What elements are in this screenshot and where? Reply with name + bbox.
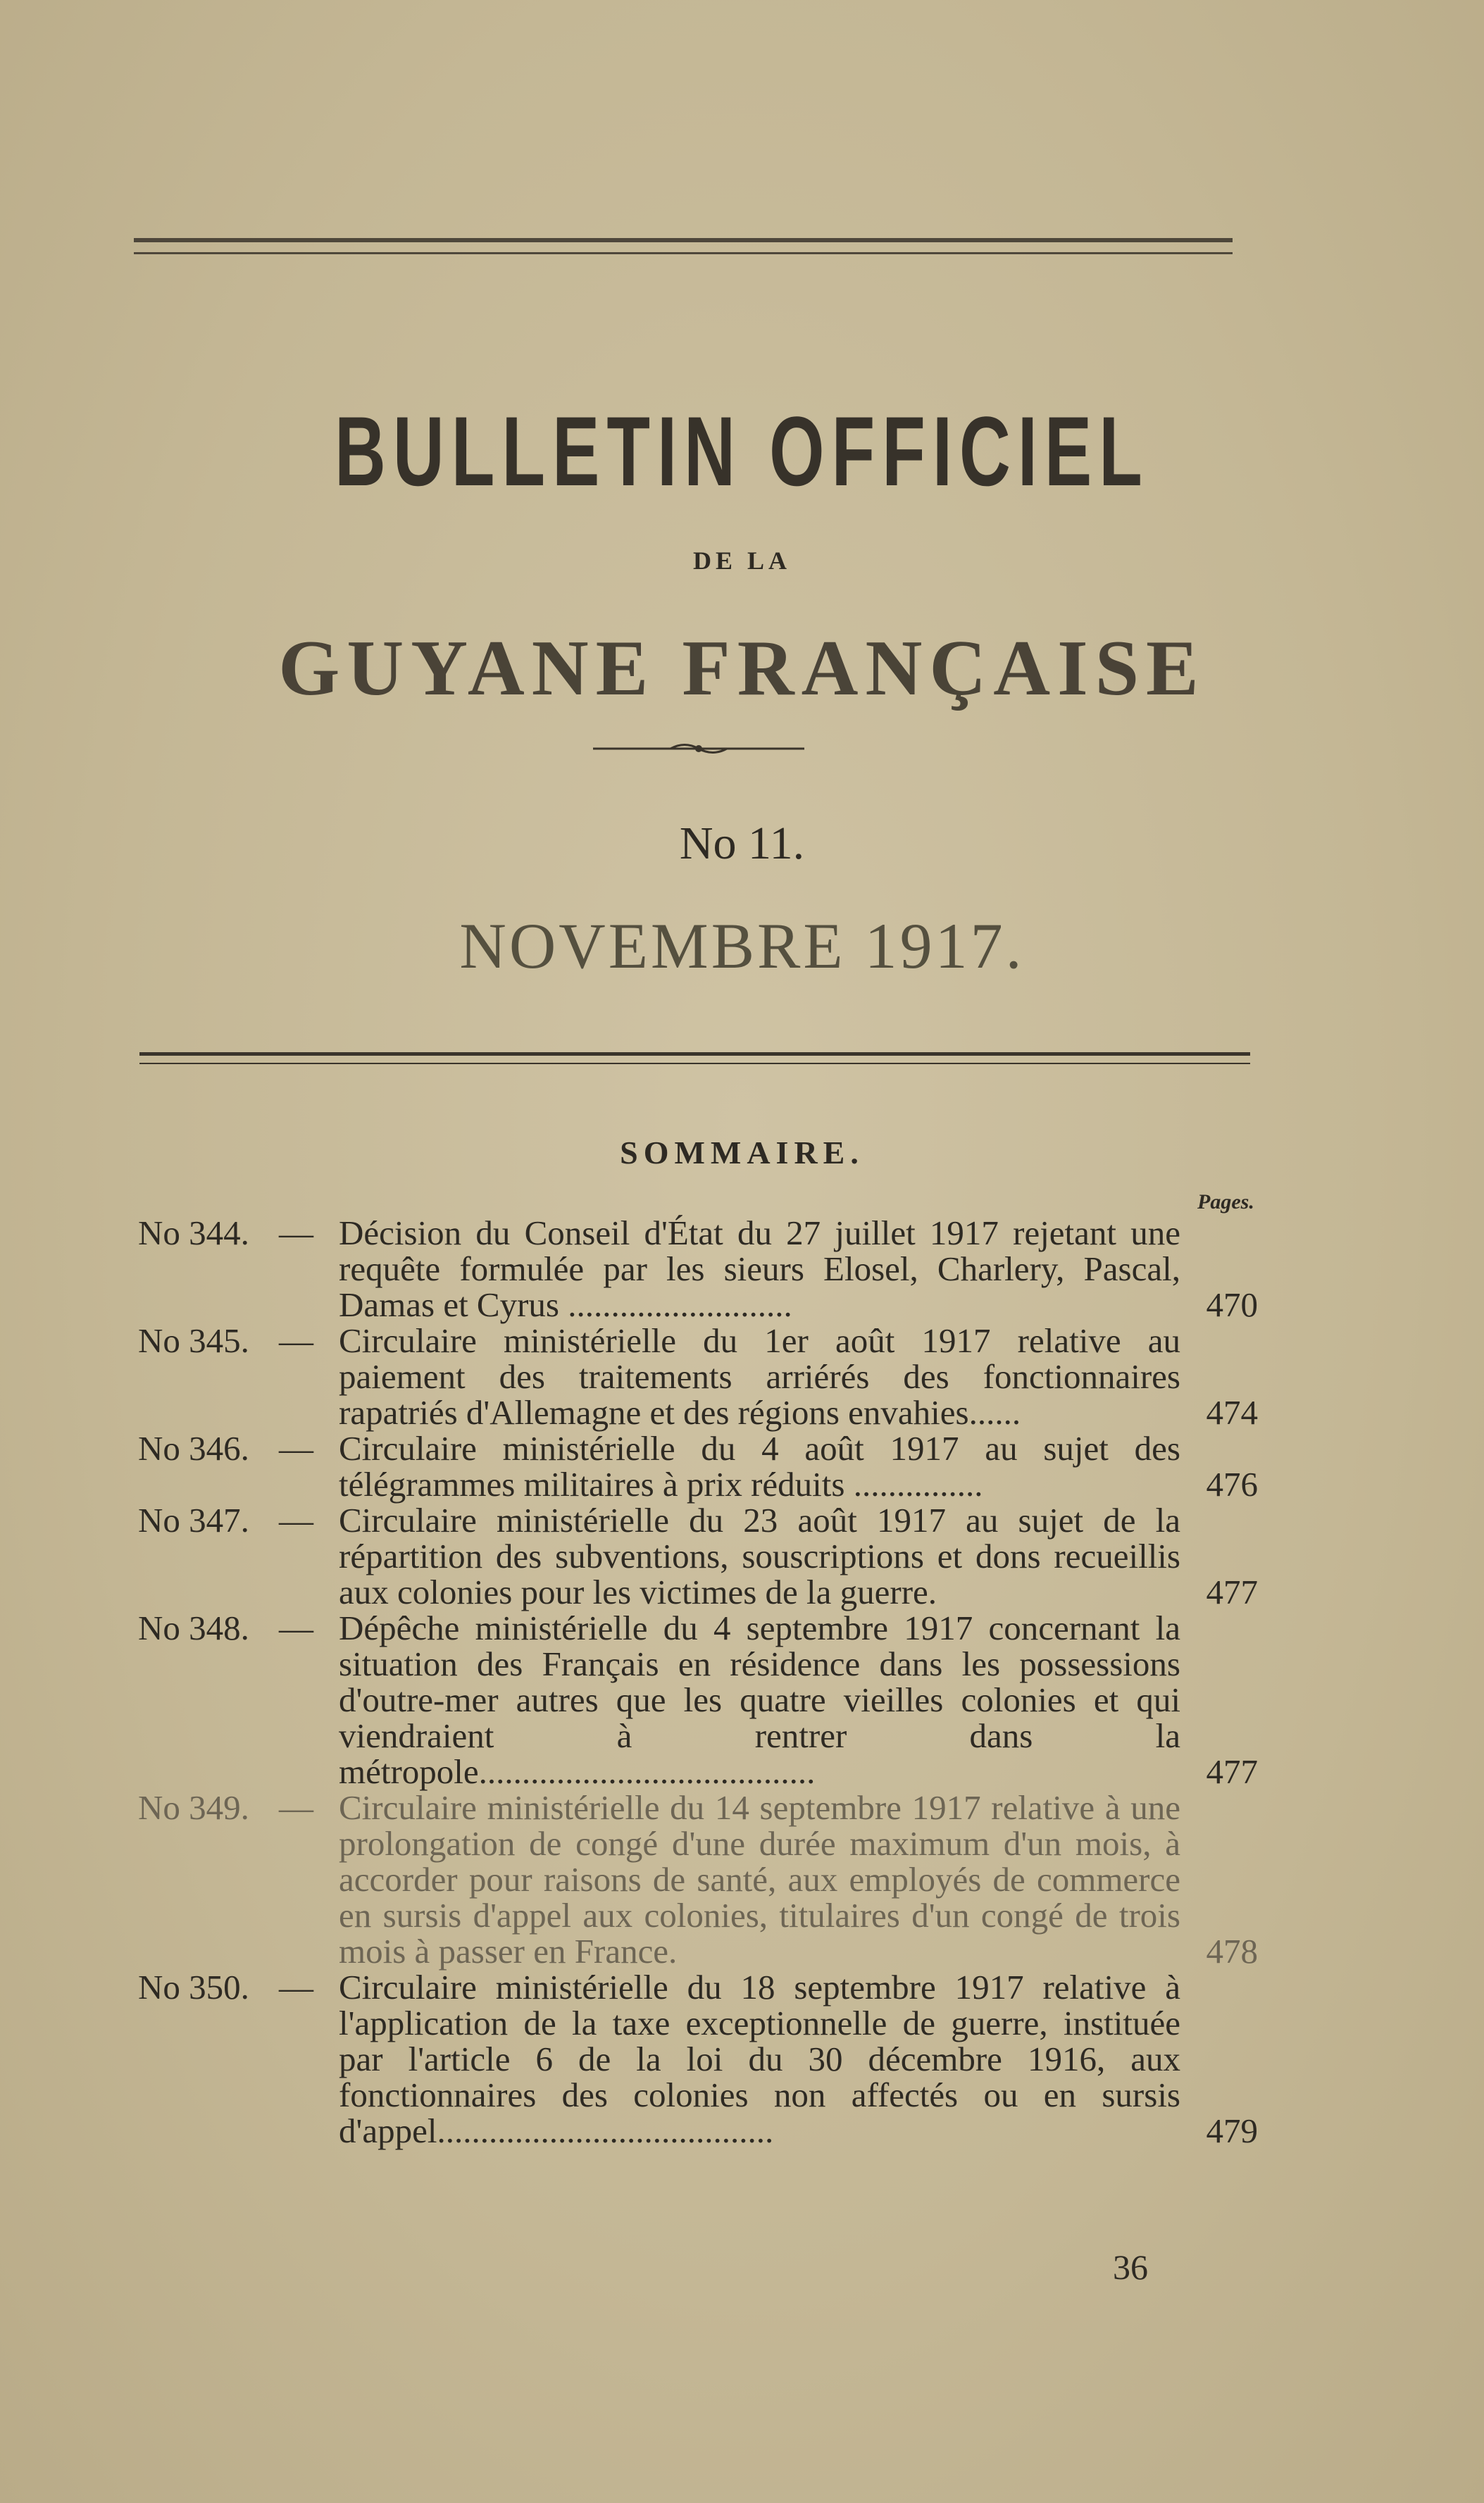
top-double-rule <box>134 238 1233 254</box>
entry-page: 474 <box>1206 1393 1258 1432</box>
entry-text: Dépêche ministérielle du 4 septembre 1917 concernant la situation des Français en résidence dans les possessions d'outre-mer autres que les quatre vieilles colonies et qui viendraient à rentrer dans la métropole....................................... <box>339 1609 1180 1791</box>
summary-heading: SOMMAIRE. <box>620 1135 864 1171</box>
entry-number: No 347. <box>138 1501 249 1540</box>
entry-number: No 349. <box>138 1788 249 1827</box>
toc-entry <box>138 1323 1258 1430</box>
entry-number: No 350. <box>138 1968 249 2006</box>
entry-page: 477 <box>1206 1573 1258 1611</box>
entry-dash: — <box>279 1429 313 1468</box>
entry-dash: — <box>279 1968 313 2006</box>
issue-date: NOVEMBRE 1917. <box>459 910 1025 982</box>
entry-text: Circulaire ministérielle du 4 août 1917 au sujet des télégrammes militaires à prix réduits ............... <box>339 1429 1180 1504</box>
pages-column-label: Pages. <box>1197 1190 1254 1213</box>
entry-text: Circulaire ministérielle du 23 août 1917 au sujet de la répartition des subventions, souscriptions et dons recueillis aux colonies pour les victimes de la guerre. <box>339 1501 1180 1611</box>
entry-number: No 344. <box>138 1213 249 1252</box>
toc-entry <box>138 1430 1258 1502</box>
bulletin-subtitle: GUYANE FRANÇAISE <box>278 625 1206 712</box>
toc-entry <box>138 1215 1258 1323</box>
entry-text: Circulaire ministérielle du 18 septembre 1917 relative à l'application de la taxe exceptionnelle de guerre, instituée par l'article 6 de la loi du 30 décembre 1916, aux fonctionnaires des colonies non affectés ou en sursis d'appel....................................... <box>339 1968 1180 2150</box>
toc-entry <box>138 1790 1258 1969</box>
entry-dash: — <box>279 1213 313 1252</box>
title-connector: DE LA <box>692 547 792 575</box>
entry-dash: — <box>279 1321 313 1360</box>
middle-double-rule <box>139 1052 1250 1064</box>
entry-number: No 345. <box>138 1321 249 1360</box>
entry-page: 476 <box>1206 1465 1258 1504</box>
toc-entry <box>138 1610 1258 1790</box>
entry-page: 478 <box>1206 1932 1258 1971</box>
toc-entry <box>138 1969 1258 2149</box>
page-folio: 36 <box>1113 2247 1148 2287</box>
entry-dash: — <box>279 1501 313 1540</box>
issue-number: No 11. <box>679 818 805 869</box>
entry-page: 477 <box>1206 1752 1258 1791</box>
entry-page: 479 <box>1206 2111 1258 2150</box>
entry-page: 470 <box>1206 1285 1258 1324</box>
ornament-divider-icon <box>593 739 804 758</box>
entry-text: Circulaire ministérielle du 14 septembre 1917 relative à une prolongation de congé d'une durée maximum d'un mois, à accorder pour raisons de santé, aux employés de commerce en sursis d'appel aux colonies, titulaires d'un congé de trois mois à passer en France. <box>339 1788 1180 1971</box>
entry-text: Décision du Conseil d'État du 27 juillet 1917 rejetant une requête formulée par les sieurs Elosel, Charlery, Pascal, Damas et Cyrus .......................... <box>339 1213 1180 1324</box>
toc-entry <box>138 1502 1258 1610</box>
table-of-contents <box>138 1215 1258 2149</box>
bulletin-title: BULLETIN OFFICIEL <box>335 396 1149 506</box>
entry-number: No 348. <box>138 1609 249 1647</box>
entry-number: No 346. <box>138 1429 249 1468</box>
entry-dash: — <box>279 1788 313 1827</box>
entry-text: Circulaire ministérielle du 1er août 1917 relative au paiement des traitements arriérés des fonctionnaires rapatriés d'Allemagne et des régions envahies...... <box>339 1321 1180 1432</box>
entry-dash: — <box>279 1609 313 1647</box>
